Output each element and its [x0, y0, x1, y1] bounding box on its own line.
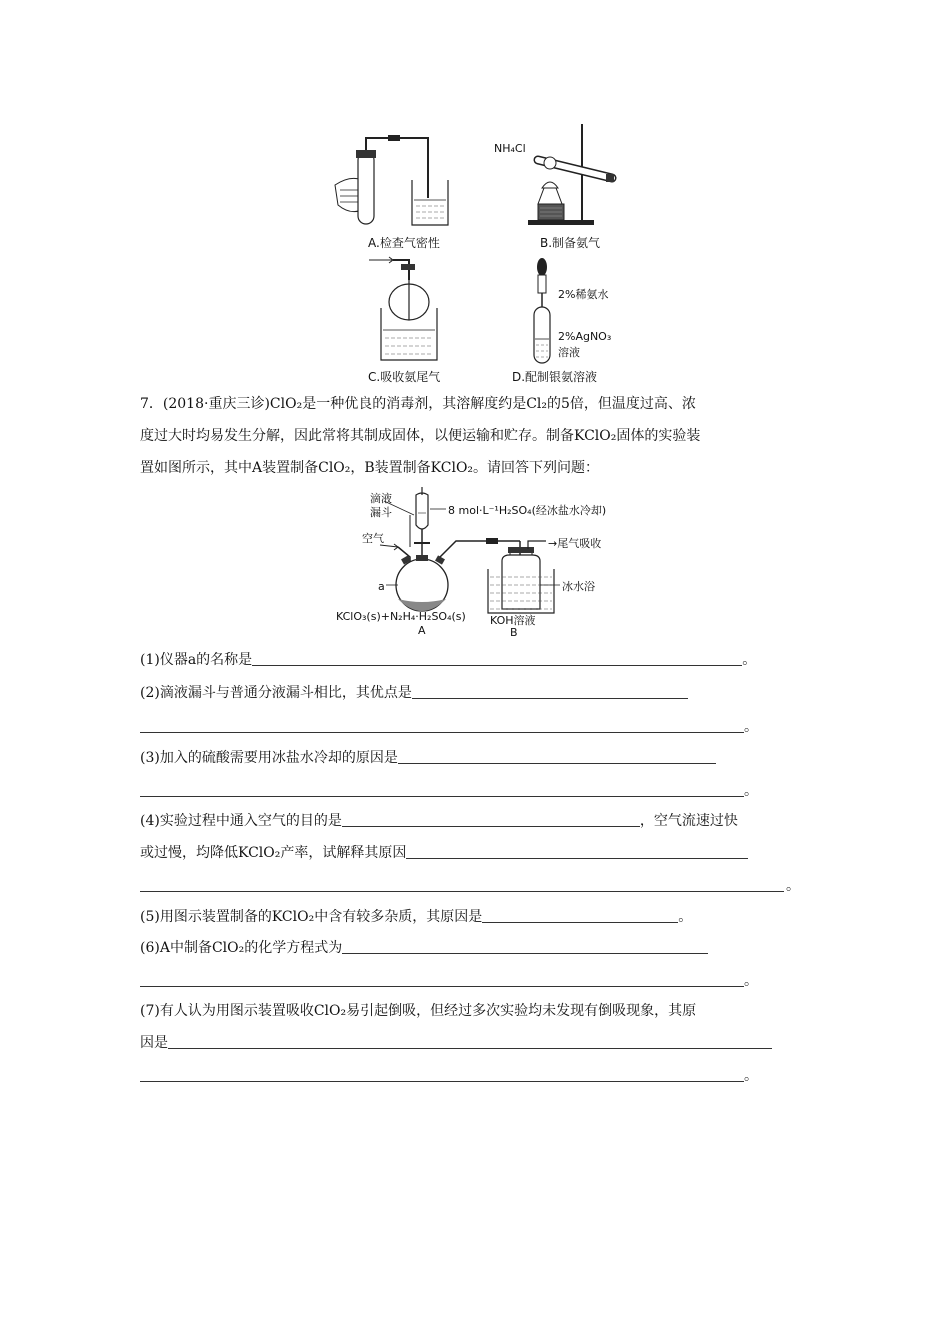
- subquestion-7-text-b: 因是: [140, 1035, 168, 1051]
- answer-blank-4a[interactable]: [342, 812, 640, 827]
- subquestion-3-text: (3)加入的硫酸需要用冰盐水冷却的原因是: [140, 750, 398, 766]
- figure-a-airtightness: [330, 130, 490, 240]
- reactant-label: KClO₃(s)+N₂H₄·H₂SO₄(s): [336, 610, 466, 623]
- period-7: 。: [744, 1068, 758, 1084]
- period-4: 。: [786, 878, 800, 894]
- figure-d-silver-ammonia: [522, 255, 562, 365]
- subquestion-5: [140, 907, 692, 927]
- answer-blank-3a[interactable]: [398, 749, 716, 764]
- subquestion-2-text: (2)滴液漏斗与普通分液漏斗相比，其优点是: [140, 685, 412, 701]
- funnel-label-line1: 滴液: [370, 492, 392, 505]
- answer-blank-6b[interactable]: [140, 986, 744, 987]
- subquestion-7-cont: [140, 1033, 772, 1053]
- subquestion-2: [140, 683, 688, 703]
- answer-blank-7b[interactable]: [140, 1081, 744, 1082]
- subquestion-1-text: (1)仪器a的名称是: [140, 652, 253, 668]
- answer-blank-4b[interactable]: [406, 844, 748, 859]
- figure-c-absorb-ammonia: [365, 250, 455, 365]
- figure-d-ammonia-label: 2%稀氨水: [558, 288, 609, 301]
- figure-d-solution-label: 溶液: [558, 346, 580, 359]
- period-3: 。: [744, 783, 758, 799]
- subquestion-6: [140, 938, 708, 958]
- figure-b-ammonia-prep: [520, 120, 630, 230]
- question7-intro-line2: 度过大时均易发生分解，因此常将其制成固体，以便运输和贮存。制备KClO₂固体的实验装: [140, 428, 701, 444]
- subquestion-3: [140, 748, 716, 768]
- subquestion-4-text-a: (4)实验过程中通入空气的目的是: [140, 813, 342, 829]
- answer-blank-2a[interactable]: [412, 684, 688, 699]
- subquestion-4: [140, 811, 738, 831]
- answer-blank-5[interactable]: [482, 908, 678, 923]
- air-label: 空气: [362, 532, 384, 545]
- answer-blank-6a[interactable]: [342, 939, 708, 954]
- period-1: 。: [742, 652, 757, 668]
- figure-a-caption: A.检查气密性: [368, 236, 440, 250]
- instrument-a-label: a: [378, 580, 385, 593]
- funnel-label-line2: 漏斗: [370, 506, 392, 519]
- answer-blank-1[interactable]: [252, 651, 742, 666]
- answer-blank-4c[interactable]: [140, 891, 784, 892]
- subquestion-7: (7)有人认为用图示装置吸收ClO₂易引起倒吸，但经过多次实验均未发现有倒吸现象，其原: [140, 1003, 697, 1019]
- acid-label: 8 mol·L⁻¹H₂SO₄(经冰盐水冷却): [448, 504, 607, 517]
- question7-intro-line1: 7．(2018·重庆三诊)ClO₂是一种优良的消毒剂，其溶解度约是Cl₂的5倍，但温度过高、浓: [140, 396, 696, 412]
- apparatus-b-label: B: [510, 626, 518, 639]
- tail-gas-label: →尾气吸收: [548, 537, 602, 550]
- subquestion-4-cont: [140, 843, 748, 863]
- answer-blank-3b[interactable]: [140, 796, 744, 797]
- period-2: 。: [744, 719, 758, 735]
- subquestion-1: [140, 650, 756, 670]
- figure-b-caption: B.制备氨气: [540, 236, 601, 250]
- figure-d-caption: D.配制银氨溶液: [512, 370, 598, 384]
- koh-label: KOH溶液: [490, 614, 536, 627]
- period-5: 。: [678, 909, 693, 925]
- answer-blank-7a[interactable]: [168, 1034, 772, 1049]
- figure-b-nh4cl-label: NH₄Cl: [494, 142, 526, 155]
- question7-intro-line3: 置如图所示，其中A装置制备ClO₂，B装置制备KClO₂。请回答下列问题：: [140, 460, 600, 476]
- figure-c-caption: C.吸收氨尾气: [368, 370, 441, 384]
- apparatus-a-label: A: [418, 624, 426, 637]
- subquestion-4-text-b: ，空气流速过快: [639, 813, 738, 829]
- answer-blank-2b[interactable]: [140, 732, 744, 733]
- subquestion-6-text: (6)A中制备ClO₂的化学方程式为: [140, 940, 343, 956]
- period-6: 。: [744, 973, 758, 989]
- ice-bath-label: 冰水浴: [562, 580, 595, 593]
- subquestion-4-text-c: 或过慢，均降低KClO₂产率，试解释其原因: [140, 845, 407, 861]
- subquestion-5-text: (5)用图示装置制备的KClO₂中含有较多杂质，其原因是: [140, 909, 483, 925]
- figure-d-agno3-label: 2%AgNO₃: [558, 330, 612, 343]
